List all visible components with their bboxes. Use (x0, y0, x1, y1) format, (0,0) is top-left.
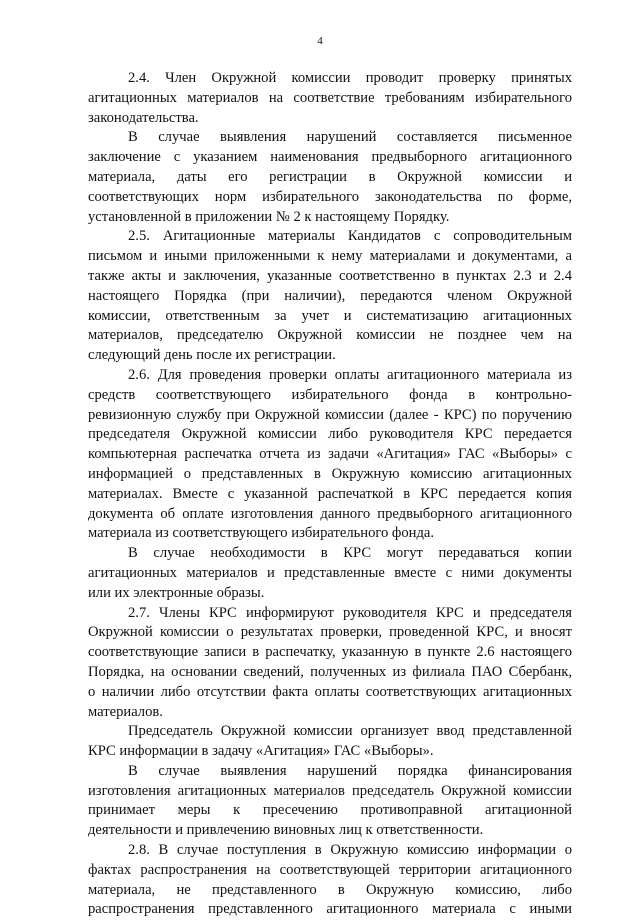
text-line: следующий день после их регистрации. (88, 347, 336, 364)
text-line: агитационных материалов и представленные вместе с ними документы (88, 564, 572, 581)
text-line: о наличии либо отсутствии факта оплаты соответствующих агитационных (88, 683, 572, 700)
document-body (88, 69, 572, 920)
text-line: Окружной комиссии о результатах проверки, проведенной КРС, и вносят (88, 624, 572, 641)
text-line: В случае выявления нарушений составляется письменное (128, 129, 572, 146)
text-line: соответствующих норм избирательного законодательства по форме, (88, 188, 572, 205)
text-line: 2.4. Член Окружной комиссии проводит проверку принятых (128, 70, 572, 86)
text-line: 2.7. Члены КРС информируют руководителя КРС и председателя (128, 604, 572, 621)
text-line: материалах. Вместе с указанной распечаткой в КРС передается копия (88, 485, 572, 502)
text-line: настоящего Порядка (при наличии), передаются членом Окружной (88, 287, 572, 304)
text-line: также акты и заключения, указанные соответственно в пунктах 2.3 и 2.4 (88, 267, 572, 284)
text-line: заключение с указанием наименования предвыборного агитационного (88, 149, 572, 166)
text-line: комиссии, ответственным за учет и систематизацию агитационных (88, 307, 572, 324)
text-line: В случае выявления нарушений порядка финансирования (128, 762, 572, 779)
text-line: председателя Окружной комиссии либо руководителя КРС передается (88, 426, 572, 443)
text-line: фактах распространения на соответствующей территории агитационного (88, 861, 572, 878)
text-line: ревизионную службу при Окружной комиссии (далее - КРС) по поручению (88, 406, 572, 423)
text-line: Председатель Окружной комиссии организует ввод представленной (128, 723, 572, 740)
text-line: письмом и иными приложенными к нему материалами и документами, а (88, 248, 572, 265)
text-line: материалов. (88, 703, 163, 720)
text-line: материала, не представленного в Окружную комиссию, либо (88, 881, 572, 898)
text-line: или их электронные образы. (88, 584, 265, 601)
text-line: изготовления агитационных материалов председатель Окружной комиссии (88, 782, 572, 799)
text-line: материала, даты его регистрации в Окружной комиссии и (88, 168, 572, 185)
text-line: информацией о представленных в Окружную комиссию агитационных (88, 465, 572, 482)
text-line: документа об оплате изготовления данного предвыборного агитационного (88, 505, 572, 522)
text-line: соответствующие записи в распечатку, указанную в пункте 2.6 настоящего (88, 644, 572, 661)
text-line: материалов, председателю Окружной комиссии не позднее чем на (88, 327, 572, 344)
text-line: компьютерная распечатка отчета из задачи «Агитация» ГАС «Выборы» с (88, 446, 572, 463)
page-number: 4 (317, 35, 323, 47)
text-line: В случае необходимости в КРС могут передаваться копии (128, 545, 572, 562)
text-line: 2.6. Для проведения проверки оплаты агитационного материала из (128, 366, 572, 383)
text-line: законодательства. (88, 109, 199, 126)
text-line: распространения представленного агитационного материала с иными (88, 901, 572, 918)
text-line: установленной в приложении № 2 к настоящему Порядку. (88, 208, 450, 225)
text-line: 2.8. В случае поступления в Окружную комиссию информации о (128, 842, 572, 859)
text-line: 2.5. Агитационные материалы Кандидатов с сопроводительным (128, 228, 572, 245)
text-line: средств соответствующего избирательного фонда в контрольно- (88, 386, 572, 403)
text-line: агитационных материалов на соответствие требованиям избирательного (88, 89, 572, 106)
text-line: деятельности и привлечению виновных лиц к ответственности. (88, 822, 484, 839)
text-line: принимает меры к пресечению противоправной агитационной (88, 802, 572, 819)
text-line: материала из соответствующего избирательного фонда. (88, 525, 435, 542)
text-line: Порядка, на основании сведений, полученных из филиала ПАО Сбербанк, (88, 663, 572, 680)
text-line: КРС информации в задачу «Агитация» ГАС «Выборы». (88, 743, 434, 760)
